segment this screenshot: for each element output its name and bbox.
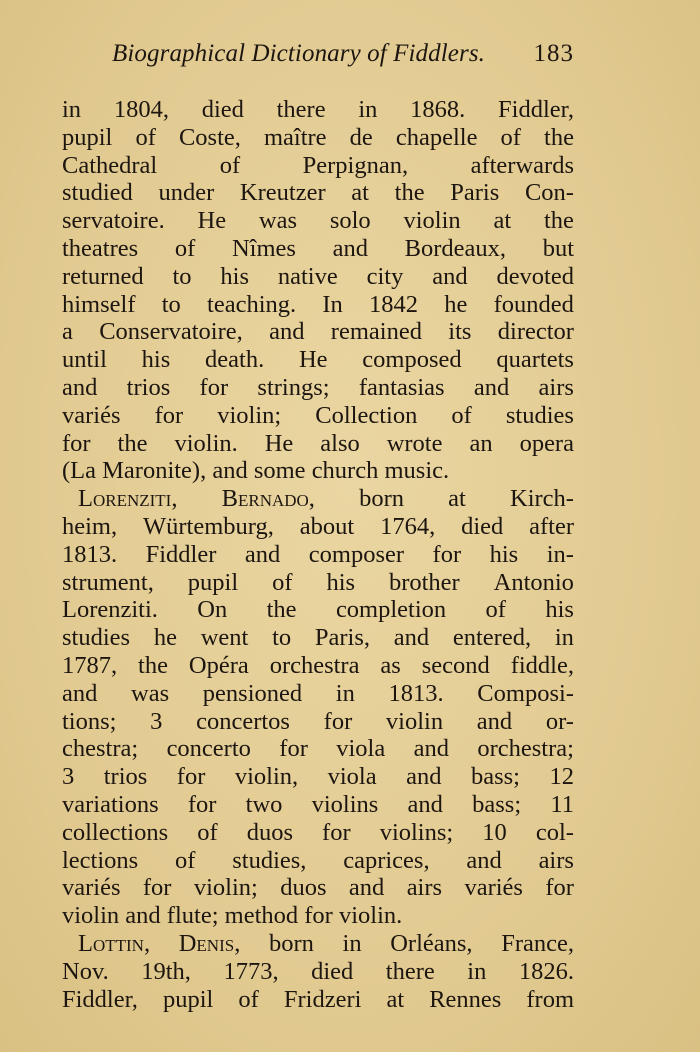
text-line: and was pensioned in 1813. Composi- [62,679,574,707]
text-line: variés for violin; Collection of studies [62,401,574,429]
text-line: tions; 3 concertos for violin and or- [62,707,574,735]
text-line: pupil of Coste, maître de chapelle of the [62,123,574,151]
text-line: Lottin, Denis, born in Orléans, France, [78,929,574,957]
text-line: theatres of Nîmes and Bordeaux, but [62,234,574,262]
text-line: Cathedral of Perpignan, afterwards [62,151,574,179]
text-line: a Conservatoire, and remained its director [62,318,574,346]
text-line: studies he went to Paris, and entered, in [62,624,574,652]
text-line: lections of studies, caprices, and airs [62,846,574,874]
text-line: 3 trios for violin, viola and bass; 12 [62,763,574,791]
body-text [62,96,574,1013]
text-line: strument, pupil of his brother Antonio [62,568,574,596]
text-line: heim, Würtemburg, about 1764, died after [62,512,574,540]
text-line: Fiddler, pupil of Fridzeri at Rennes from [62,985,574,1013]
text-line: and trios for strings; fantasias and airs [62,373,574,401]
text-line: in 1804, died there in 1868. Fiddler, [62,96,574,123]
text-line: variés for violin; duos and airs variés for [62,874,574,902]
text-line: Lorenziti. On the completion of his [62,596,574,624]
text-line: servatoire. He was solo violin at the [62,207,574,235]
running-title: Biographical Dictionary of Fiddlers. [112,40,486,67]
text-line: variations for two violins and bass; 11 [62,790,574,818]
text-line: until his death. He composed quartets [62,346,574,374]
text-line: himself to teaching. In 1842 he founded [62,290,574,318]
text-line: collections of duos for violins; 10 col- [62,818,574,846]
text-line: returned to his native city and devoted [62,262,574,290]
text-line: 1813. Fiddler and composer for his in- [62,540,574,568]
text-line: for the violin. He also wrote an opera [62,429,574,457]
text-line: Nov. 19th, 1773, died there in 1826. [62,957,574,985]
text-line: chestra; concerto for viola and orchestra; [62,735,574,763]
running-head [112,40,574,76]
book-page [62,0,574,1052]
text-line: studied under Kreutzer at the Paris Con- [62,179,574,207]
text-line: 1787, the Opéra orchestra as second fiddle, [62,651,574,679]
text-line: (La Maronite), and some church music. [62,457,450,485]
text-line: Lorenziti, Bernado, born at Kirch- [78,485,574,513]
text-line: violin and flute; method for violin. [62,902,403,930]
page-number: 183 [533,40,574,67]
